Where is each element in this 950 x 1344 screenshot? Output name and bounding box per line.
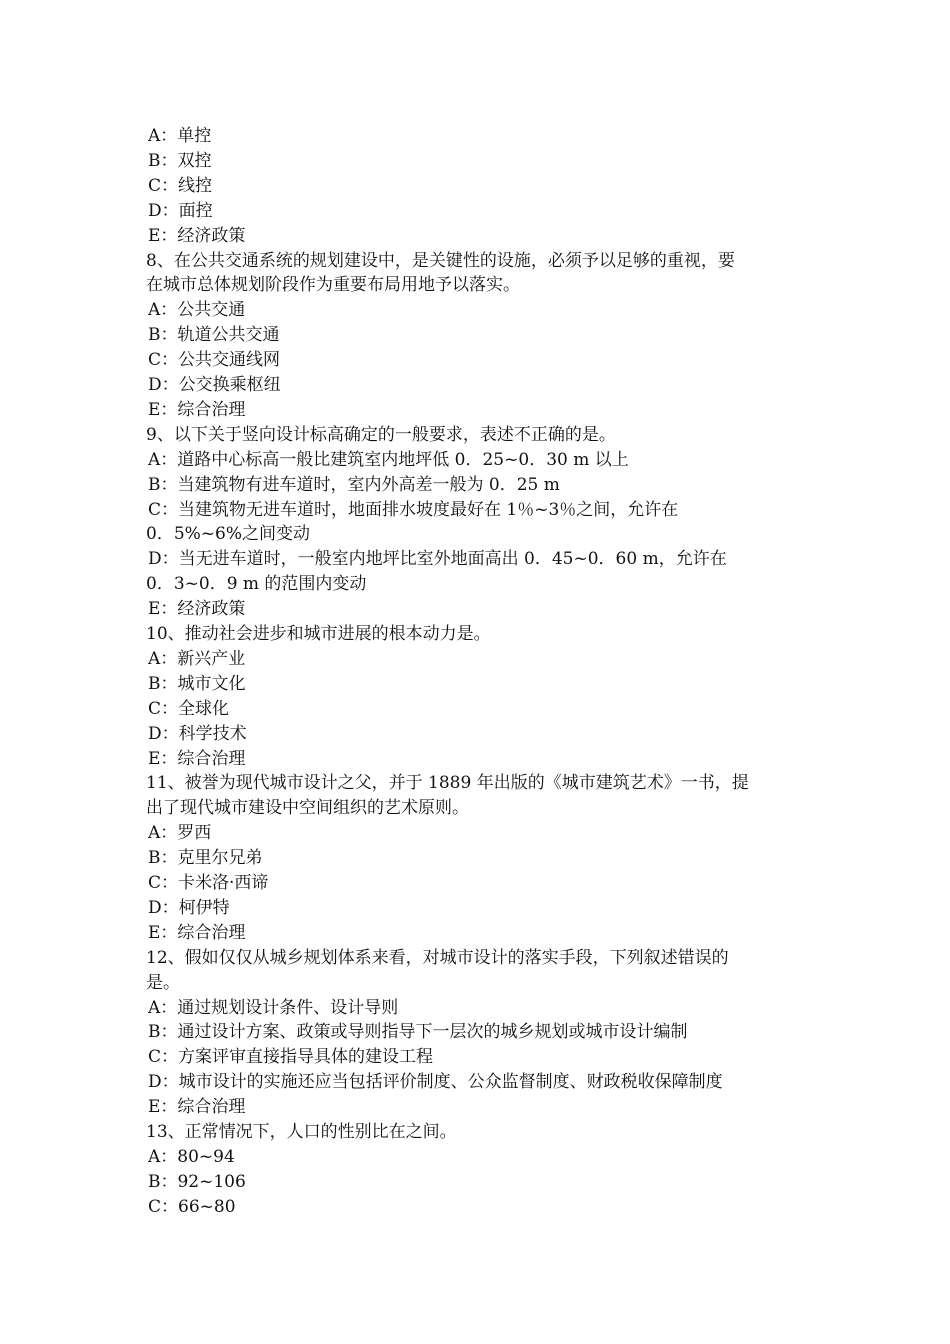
option-line: A：通过规划设计条件、设计导则 [148, 997, 399, 1018]
option-line: A：公共交通 [148, 300, 246, 321]
question-line: 在城市总体规划阶段作为重要布局用地予以落实。 [146, 275, 520, 296]
option-line: B：克里尔兄弟 [148, 848, 263, 869]
question-line: 11、被誉为现代城市设计之父，并于 1889 年出版的《城市建筑艺术》一书，提 [146, 773, 749, 794]
option-line: D：公交换乘枢纽 [148, 375, 281, 395]
question-line: 9、以下关于竖向设计标高确定的一般要求，表述不正确的是。 [146, 424, 616, 445]
option-line: B：城市文化 [148, 673, 246, 694]
option-line: C：公共交通线网 [148, 350, 281, 371]
option-line: B：当建筑物有进车道时，室内外高差一般为 0．25 m [148, 474, 560, 495]
option-line: B：双控 [148, 150, 212, 171]
question-line: 13、正常情况下，人口的性别比在之间。 [146, 1122, 457, 1142]
option-line: A：新兴产业 [148, 648, 246, 669]
option-line: D：面控 [148, 200, 213, 221]
option-line: C：方案评审直接指导具体的建设工程 [148, 1047, 434, 1068]
question-line: 8、在公共交通系统的规划建设中，是关键性的设施，必须予以足够的重视，要 [146, 250, 735, 271]
question-line: 出了现代城市建设中空间组织的艺术原则。 [146, 798, 469, 819]
question-line: 是。 [146, 972, 180, 993]
option-line: A：80~94 [148, 1146, 235, 1167]
option-line: B：92~106 [148, 1171, 246, 1192]
option-line: C：线控 [148, 175, 213, 196]
option-line: C：全球化 [148, 698, 230, 719]
option-line: E：综合治理 [148, 399, 246, 420]
option-line: B：轨道公共交通 [148, 325, 280, 346]
option-line: D：当无进车道时，一般室内地坪比室外地面高出 0．45~0．60 m，允许在 [148, 549, 727, 570]
question-line: 10、推动社会进步和城市进展的根本动力是。 [146, 624, 491, 644]
question-line: 0．5%~6%之间变动 [146, 524, 310, 545]
option-line: B：通过设计方案、政策或导则指导下一层次的城乡规划或城市设计编制 [148, 1022, 688, 1043]
option-line: E：经济政策 [148, 599, 246, 620]
option-line: E：综合治理 [148, 922, 246, 943]
option-line: E：综合治理 [148, 1097, 246, 1118]
question-line: 0．3~0．9 m 的范围内变动 [146, 574, 367, 595]
option-line: C：卡米洛·西谛 [148, 873, 269, 893]
option-line: D：科学技术 [148, 723, 247, 744]
option-line: E：综合治理 [148, 748, 246, 769]
option-line: C：66~80 [148, 1196, 236, 1217]
question-line: 12、假如仅仅从城乡规划体系来看，对城市设计的落实手段，下列叙述错误的 [146, 947, 729, 968]
option-line: D：柯伊特 [148, 897, 230, 918]
option-line: A：罗西 [148, 823, 212, 844]
option-line: A：道路中心标高一般比建筑室内地坪低 0．25~0．30 m 以上 [148, 449, 629, 470]
option-line: C：当建筑物无进车道时，地面排水坡度最好在 1％~3％之间，允许在 [148, 499, 679, 520]
option-line: D：城市设计的实施还应当包括评价制度、公众监督制度、财政税收保障制度 [148, 1072, 723, 1093]
option-line: E：经济政策 [148, 225, 246, 246]
option-line: A：单控 [148, 126, 212, 146]
